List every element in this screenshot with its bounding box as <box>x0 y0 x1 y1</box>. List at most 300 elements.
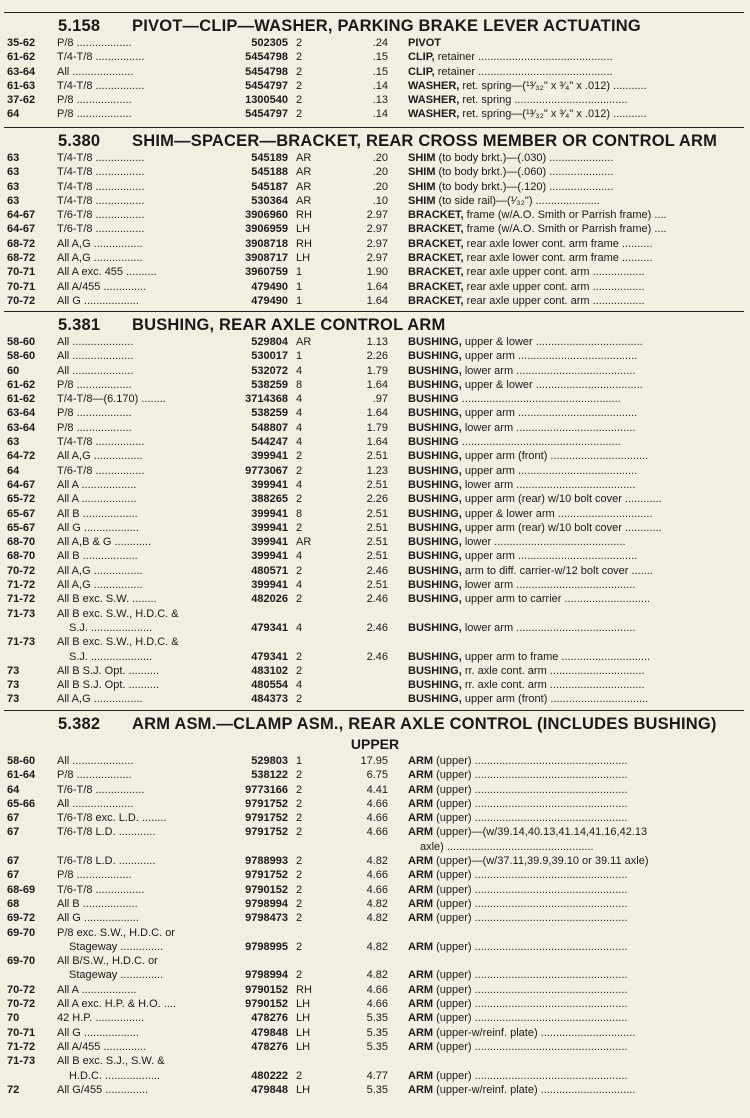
model-applicability: All A,B & G ............ <box>57 536 152 549</box>
section-number: 5.382 <box>58 715 101 733</box>
model-year: 69-72 <box>7 912 36 925</box>
part-row <box>0 635 750 664</box>
price: 4.66 <box>366 797 388 810</box>
part-number: 478276 <box>251 1012 288 1025</box>
part-description: BUSHING, arm to diff. carrier-w/12 bolt cover ....... <box>408 564 653 577</box>
quantity: 2 <box>296 912 303 925</box>
part-description: ARM (upper) .................................................. <box>408 998 628 1011</box>
part-description: BUSHING, upper arm (rear) w/10 bolt cover ............ <box>408 493 662 506</box>
part-name: ARM <box>408 1012 434 1025</box>
part-number: 530364 <box>251 194 288 207</box>
model-year: 72 <box>7 1083 20 1096</box>
part-row <box>0 392 750 406</box>
quantity: 2 <box>296 51 303 64</box>
quantity: 4 <box>296 407 303 420</box>
part-name: SHIM <box>408 166 436 179</box>
part-name: WASHER, <box>408 108 460 121</box>
part-name: CLIP, <box>408 65 435 78</box>
part-description: ARM (upper) .................................................. <box>408 912 628 925</box>
model-year: 63-64 <box>7 421 36 434</box>
model-year: 61-62 <box>7 393 36 406</box>
part-description: ARM (upper) .................................................. <box>408 1040 628 1053</box>
model-year: 65-67 <box>7 507 36 520</box>
model-applicability: P/8 .................. <box>57 108 132 121</box>
model-year: 71-72 <box>7 579 36 592</box>
part-row <box>0 578 750 592</box>
part-number: 9790152 <box>245 983 288 996</box>
price: 2.26 <box>366 350 388 363</box>
part-description: BUSHING, upper & lower arm ............................... <box>408 507 653 520</box>
part-name: ARM <box>408 855 434 868</box>
part-row <box>0 1026 750 1040</box>
part-name: BUSHING, <box>408 478 462 491</box>
part-number: 5454797 <box>245 79 288 92</box>
model-applicability: P/8 .................. <box>57 869 132 882</box>
model-applicability-cont: S.J. .................... <box>69 650 153 663</box>
model-year: 70-72 <box>7 998 36 1011</box>
price: 5.35 <box>366 1012 388 1025</box>
model-year: 69-70 <box>7 926 36 939</box>
part-name: BUSHING, <box>408 650 462 663</box>
part-number: 480554 <box>251 679 288 692</box>
part-description: BUSHING, lower arm ....................................... <box>408 421 636 434</box>
quantity: 2 <box>296 664 303 677</box>
model-year: 60 <box>7 364 20 377</box>
price: 1.79 <box>366 421 388 434</box>
part-description: ARM (upper) .................................................. <box>408 797 628 810</box>
model-applicability: All G .................. <box>57 521 139 534</box>
part-row <box>0 464 750 478</box>
part-description: ARM (upper-w/reinf. plate) ............................... <box>408 1083 636 1096</box>
model-applicability: All A,G ................ <box>57 237 143 250</box>
quantity: 2 <box>296 493 303 506</box>
model-year: 70-72 <box>7 564 36 577</box>
part-number: 9798473 <box>245 912 288 925</box>
part-description: SHIM (to body brkt.)—(.120) ..................... <box>408 180 614 193</box>
quantity: 4 <box>296 393 303 406</box>
part-name: ARM <box>408 940 434 953</box>
quantity: 2 <box>296 693 303 706</box>
model-applicability: T/4-T/8 ................ <box>57 152 145 164</box>
part-row <box>0 349 750 363</box>
model-applicability: P/8 .................. <box>57 407 132 420</box>
part-number: 399941 <box>251 507 288 520</box>
quantity: 2 <box>296 769 303 782</box>
model-year: 70-72 <box>7 983 36 996</box>
part-description: BRACKET, frame (w/A.O. Smith or Parrish frame) .... <box>408 209 667 222</box>
part-description: BUSHING, lower arm ....................................... <box>408 579 636 592</box>
part-number: 479341 <box>251 650 288 663</box>
price: 2.51 <box>366 579 388 592</box>
part-number: 483102 <box>251 664 288 677</box>
part-number: 9790152 <box>245 998 288 1011</box>
part-name: BUSHING, <box>408 593 462 606</box>
part-row <box>0 811 750 825</box>
part-name: SHIM <box>408 194 436 207</box>
part-name: CLIP, <box>408 51 435 64</box>
model-year: 65-66 <box>7 797 36 810</box>
model-year: 70-71 <box>7 266 36 279</box>
quantity: LH <box>296 1026 311 1039</box>
model-applicability: All A/455 .............. <box>57 1040 147 1053</box>
part-number: 399941 <box>251 521 288 534</box>
model-applicability: T/6-T/8 ................ <box>57 783 145 796</box>
part-row <box>0 768 750 782</box>
quantity: 1 <box>296 350 303 363</box>
quantity: RH <box>296 237 312 250</box>
model-applicability: All G .................. <box>57 294 139 307</box>
section-rule <box>4 311 744 312</box>
part-row <box>0 692 750 706</box>
part-name: ARM <box>408 1026 434 1039</box>
part-name: BUSHING, <box>408 693 462 706</box>
model-applicability: P/8 .................. <box>57 378 132 391</box>
part-row <box>0 1011 750 1025</box>
model-year: 35-62 <box>7 37 36 49</box>
section-header <box>0 129 750 151</box>
model-applicability: All .................... <box>57 350 134 363</box>
model-year: 68-69 <box>7 883 36 896</box>
model-applicability: P/8 .................. <box>57 421 132 434</box>
price: 1.13 <box>366 336 388 348</box>
quantity: AR <box>296 194 312 207</box>
quantity: 2 <box>296 1069 303 1082</box>
parts-list <box>0 151 750 308</box>
part-description: BUSHING .................................................... <box>408 393 621 406</box>
section-number: 5.158 <box>58 17 101 35</box>
part-number: 5454798 <box>245 65 288 78</box>
part-row <box>0 983 750 997</box>
model-year: 68-70 <box>7 550 36 563</box>
model-applicability: All B exc. S.W., H.D.C. & <box>57 636 179 649</box>
part-name: BUSHING, <box>408 579 462 592</box>
quantity: LH <box>296 1083 311 1096</box>
quantity: 2 <box>296 65 303 78</box>
model-applicability: All A exc. H.P. & H.O. .... <box>57 998 177 1011</box>
model-applicability: T/4-T/8 ................ <box>57 180 145 193</box>
quantity: 2 <box>296 521 303 534</box>
part-row <box>0 897 750 911</box>
part-row <box>0 868 750 882</box>
price: .10 <box>372 194 388 207</box>
part-number: 9798994 <box>245 969 288 982</box>
model-applicability: T/4-T/8 ................ <box>57 51 145 64</box>
quantity: LH <box>296 998 311 1011</box>
part-description: SHIM (to side rail)—(¹⁄₃₂") ..................... <box>408 194 600 207</box>
part-name: BUSHING, <box>408 407 462 420</box>
price: 1.79 <box>366 364 388 377</box>
part-number: 9791752 <box>245 826 288 839</box>
part-row <box>0 783 750 797</box>
model-year: 63-64 <box>7 65 36 78</box>
part-number: 479490 <box>251 280 288 293</box>
model-applicability: All G .................. <box>57 912 139 925</box>
part-name: ARM <box>408 983 434 996</box>
model-year: 64 <box>7 783 20 796</box>
part-description: BRACKET, frame (w/A.O. Smith or Parrish frame) .... <box>408 223 667 236</box>
model-year: 67 <box>7 812 20 825</box>
model-applicability: T/6-T/8 ................ <box>57 464 145 477</box>
price: 5.35 <box>366 1040 388 1053</box>
part-number: 532072 <box>251 364 288 377</box>
part-description <box>408 36 743 50</box>
model-year: 70 <box>7 1012 20 1025</box>
quantity: 2 <box>296 108 303 121</box>
quantity: AR <box>296 180 312 193</box>
part-row <box>0 237 750 251</box>
part-description: BUSHING, lower arm ....................................... <box>408 621 636 634</box>
part-number: 1300540 <box>245 94 288 107</box>
part-description: BUSHING, lower arm ....................................... <box>408 478 636 491</box>
part-description: BUSHING .................................................... <box>408 436 621 449</box>
section-number: 5.381 <box>58 316 101 334</box>
price: 4.82 <box>366 855 388 868</box>
part-name: ARM <box>408 912 434 925</box>
part-description: ARM (upper) .................................................. <box>408 755 628 767</box>
part-number: 479848 <box>251 1026 288 1039</box>
part-name: ARM <box>408 1069 434 1082</box>
quantity: LH <box>296 1040 311 1053</box>
price: .20 <box>372 166 388 179</box>
part-name: BUSHING, <box>408 378 462 391</box>
part-number: 479341 <box>251 621 288 634</box>
part-row <box>0 825 750 854</box>
price: 4.82 <box>366 940 388 953</box>
part-name: BUSHING, <box>408 464 462 477</box>
model-year: 73 <box>7 664 20 677</box>
model-applicability: All .................... <box>57 65 134 78</box>
quantity: 2 <box>296 869 303 882</box>
model-applicability: All B .................. <box>57 550 138 563</box>
quantity: 4 <box>296 364 303 377</box>
price: .24 <box>372 37 388 49</box>
model-applicability: All A .................. <box>57 983 137 996</box>
part-description: ARM (upper)—(w/37.11,39.9,39.10 or 39.11 axle) <box>408 855 649 868</box>
part-description: BUSHING, upper & lower ................................... <box>408 336 643 348</box>
price: 4.77 <box>366 1069 388 1082</box>
part-number: 5454798 <box>245 51 288 64</box>
model-applicability: All A .................. <box>57 493 137 506</box>
parts-list <box>0 335 750 707</box>
quantity: 1 <box>296 755 303 767</box>
price: 1.90 <box>366 266 388 279</box>
part-row <box>0 406 750 420</box>
part-name: BUSHING, <box>408 679 462 692</box>
model-applicability: P/8 .................. <box>57 769 132 782</box>
part-name: ARM <box>408 812 434 825</box>
price: .14 <box>372 79 388 92</box>
part-row <box>0 335 750 349</box>
part-number: 3714368 <box>245 393 288 406</box>
model-year: 70-71 <box>7 1026 36 1039</box>
price: 4.66 <box>366 983 388 996</box>
part-description: BUSHING, upper arm ....................................... <box>408 550 638 563</box>
part-name: BUSHING, <box>408 364 462 377</box>
quantity: 2 <box>296 450 303 463</box>
model-year: 58-60 <box>7 336 36 348</box>
model-year: 67 <box>7 869 20 882</box>
model-year: 61-62 <box>7 51 36 64</box>
model-year: 61-63 <box>7 79 36 92</box>
part-row <box>0 93 750 107</box>
part-name: BUSHING, <box>408 536 462 549</box>
model-year: 58-60 <box>7 350 36 363</box>
section-title: SHIM—SPACER—BRACKET, REAR CROSS MEMBER OR CONTROL ARM <box>132 132 718 150</box>
model-applicability: P/8 exc. S.W., H.D.C. or <box>57 926 175 939</box>
section-header <box>0 313 750 335</box>
part-description: ARM (upper) .................................................. <box>408 969 628 982</box>
part-row <box>0 1054 750 1083</box>
part-number: 399941 <box>251 450 288 463</box>
quantity: LH <box>296 1012 311 1025</box>
part-row <box>0 678 750 692</box>
model-applicability: T/4-T/8—(6.170) ........ <box>57 393 166 406</box>
quantity: AR <box>296 166 312 179</box>
part-row <box>0 79 750 93</box>
model-applicability: T/6-T/8 exc. L.D. ........ <box>57 812 167 825</box>
part-row <box>0 492 750 506</box>
part-number: 545187 <box>251 180 288 193</box>
model-applicability: T/6-T/8 ................ <box>57 209 145 222</box>
section-title: PIVOT—CLIP—WASHER, PARKING BRAKE LEVER ACTUATING <box>132 17 641 35</box>
price: 2.97 <box>366 209 388 222</box>
price: 17.95 <box>360 755 388 767</box>
part-description: BRACKET, rear axle upper cont. arm ................. <box>408 294 645 307</box>
part-name: ARM <box>408 783 434 796</box>
part-row <box>0 926 750 955</box>
section-header <box>0 712 750 734</box>
part-row <box>0 449 750 463</box>
price: 4.66 <box>366 869 388 882</box>
price: 4.41 <box>366 783 388 796</box>
price: 6.75 <box>366 769 388 782</box>
model-year: 63 <box>7 194 20 207</box>
price: 5.35 <box>366 1026 388 1039</box>
part-name: BRACKET, <box>408 223 464 236</box>
section-rule <box>4 12 744 13</box>
part-name: BRACKET, <box>408 252 464 265</box>
quantity: 2 <box>296 940 303 953</box>
model-applicability: All .................... <box>57 797 134 810</box>
model-applicability: T/6-T/8 ................ <box>57 883 145 896</box>
price: 2.46 <box>366 650 388 663</box>
quantity: AR <box>296 536 312 549</box>
part-row <box>0 911 750 925</box>
price: .97 <box>372 393 388 406</box>
part-number: 530017 <box>251 350 288 363</box>
quantity: LH <box>296 223 311 236</box>
part-name: BRACKET, <box>408 209 464 222</box>
part-name: ARM <box>408 797 434 810</box>
model-applicability: P/8 .................. <box>57 37 132 49</box>
model-year: 69-70 <box>7 955 36 968</box>
quantity: LH <box>296 252 311 265</box>
part-name: ARM <box>408 969 434 982</box>
catalog-section <box>0 129 750 307</box>
quantity: 2 <box>296 826 303 839</box>
price: 5.35 <box>366 1083 388 1096</box>
part-description: BUSHING, upper arm (front) ................................ <box>408 693 649 706</box>
quantity: 4 <box>296 478 303 491</box>
part-description: WASHER, ret. spring—(¹³⁄₃₂" x ³⁄₄" x .012) ........... <box>408 79 647 92</box>
part-description: ARM (upper) .................................................. <box>408 883 628 896</box>
part-number: 9773067 <box>245 464 288 477</box>
quantity: 1 <box>296 266 303 279</box>
model-applicability: All A,G ................ <box>57 450 143 463</box>
part-row <box>0 883 750 897</box>
quantity: 2 <box>296 797 303 810</box>
section-title: ARM ASM.—CLAMP ASM., REAR AXLE CONTROL (INCLUDES BUSHING) <box>132 715 717 733</box>
model-applicability: All A,G ................ <box>57 693 143 706</box>
part-row <box>0 997 750 1011</box>
model-applicability: All A exc. 455 .......... <box>57 266 157 279</box>
quantity: AR <box>296 336 312 348</box>
part-number: 9773166 <box>245 783 288 796</box>
price: 1.64 <box>366 280 388 293</box>
model-year: 61-64 <box>7 769 36 782</box>
part-row <box>0 364 750 378</box>
section-number: 5.380 <box>58 132 101 150</box>
section-header <box>0 14 750 36</box>
model-applicability: T/6-T/8 L.D. ............ <box>57 855 156 868</box>
part-number: 538259 <box>251 407 288 420</box>
part-row <box>0 165 750 179</box>
part-description: ARM (upper) .................................................. <box>408 769 628 782</box>
part-row <box>0 1083 750 1097</box>
part-number: 480571 <box>251 564 288 577</box>
part-row <box>0 180 750 194</box>
part-number: 479848 <box>251 1083 288 1096</box>
quantity: 8 <box>296 378 303 391</box>
part-name: ARM <box>408 883 434 896</box>
quantity: 2 <box>296 883 303 896</box>
quantity: 2 <box>296 969 303 982</box>
price: 4.66 <box>366 826 388 839</box>
model-year: 70-72 <box>7 294 36 307</box>
model-year: 71-73 <box>7 1055 36 1068</box>
price: .20 <box>372 152 388 164</box>
model-applicability: All B .................. <box>57 897 138 910</box>
price: 2.46 <box>366 593 388 606</box>
model-year: 71-73 <box>7 636 36 649</box>
part-row <box>0 564 750 578</box>
model-year: 68-70 <box>7 536 36 549</box>
part-description-cont: axle) ................................................ <box>420 840 594 853</box>
part-number: 9790152 <box>245 883 288 896</box>
part-description: BRACKET, rear axle lower cont. arm frame .......... <box>408 252 653 265</box>
part-number: 399941 <box>251 579 288 592</box>
part-row <box>0 664 750 678</box>
model-applicability: All B exc. S.W., H.D.C. & <box>57 607 179 620</box>
part-description: BUSHING, upper arm (front) ................................ <box>408 450 649 463</box>
part-row <box>0 65 750 79</box>
model-applicability-cont: Stageway .............. <box>69 940 164 953</box>
price: 4.66 <box>366 998 388 1011</box>
price: 1.23 <box>366 464 388 477</box>
model-applicability: All G/455 .............. <box>57 1083 149 1096</box>
part-number: 399941 <box>251 478 288 491</box>
part-name: ARM <box>408 897 434 910</box>
part-row <box>0 507 750 521</box>
quantity: 4 <box>296 679 303 692</box>
quantity: 2 <box>296 783 303 796</box>
part-name: BRACKET, <box>408 266 464 279</box>
part-row <box>0 549 750 563</box>
part-row <box>0 265 750 279</box>
model-applicability: T/4-T/8 ................ <box>57 436 145 449</box>
part-description: CLIP, retainer ............................................ <box>408 65 613 78</box>
part-description: WASHER, ret. spring—(¹³⁄₃₂" x ³⁄₄" x .012) ........... <box>408 108 647 121</box>
